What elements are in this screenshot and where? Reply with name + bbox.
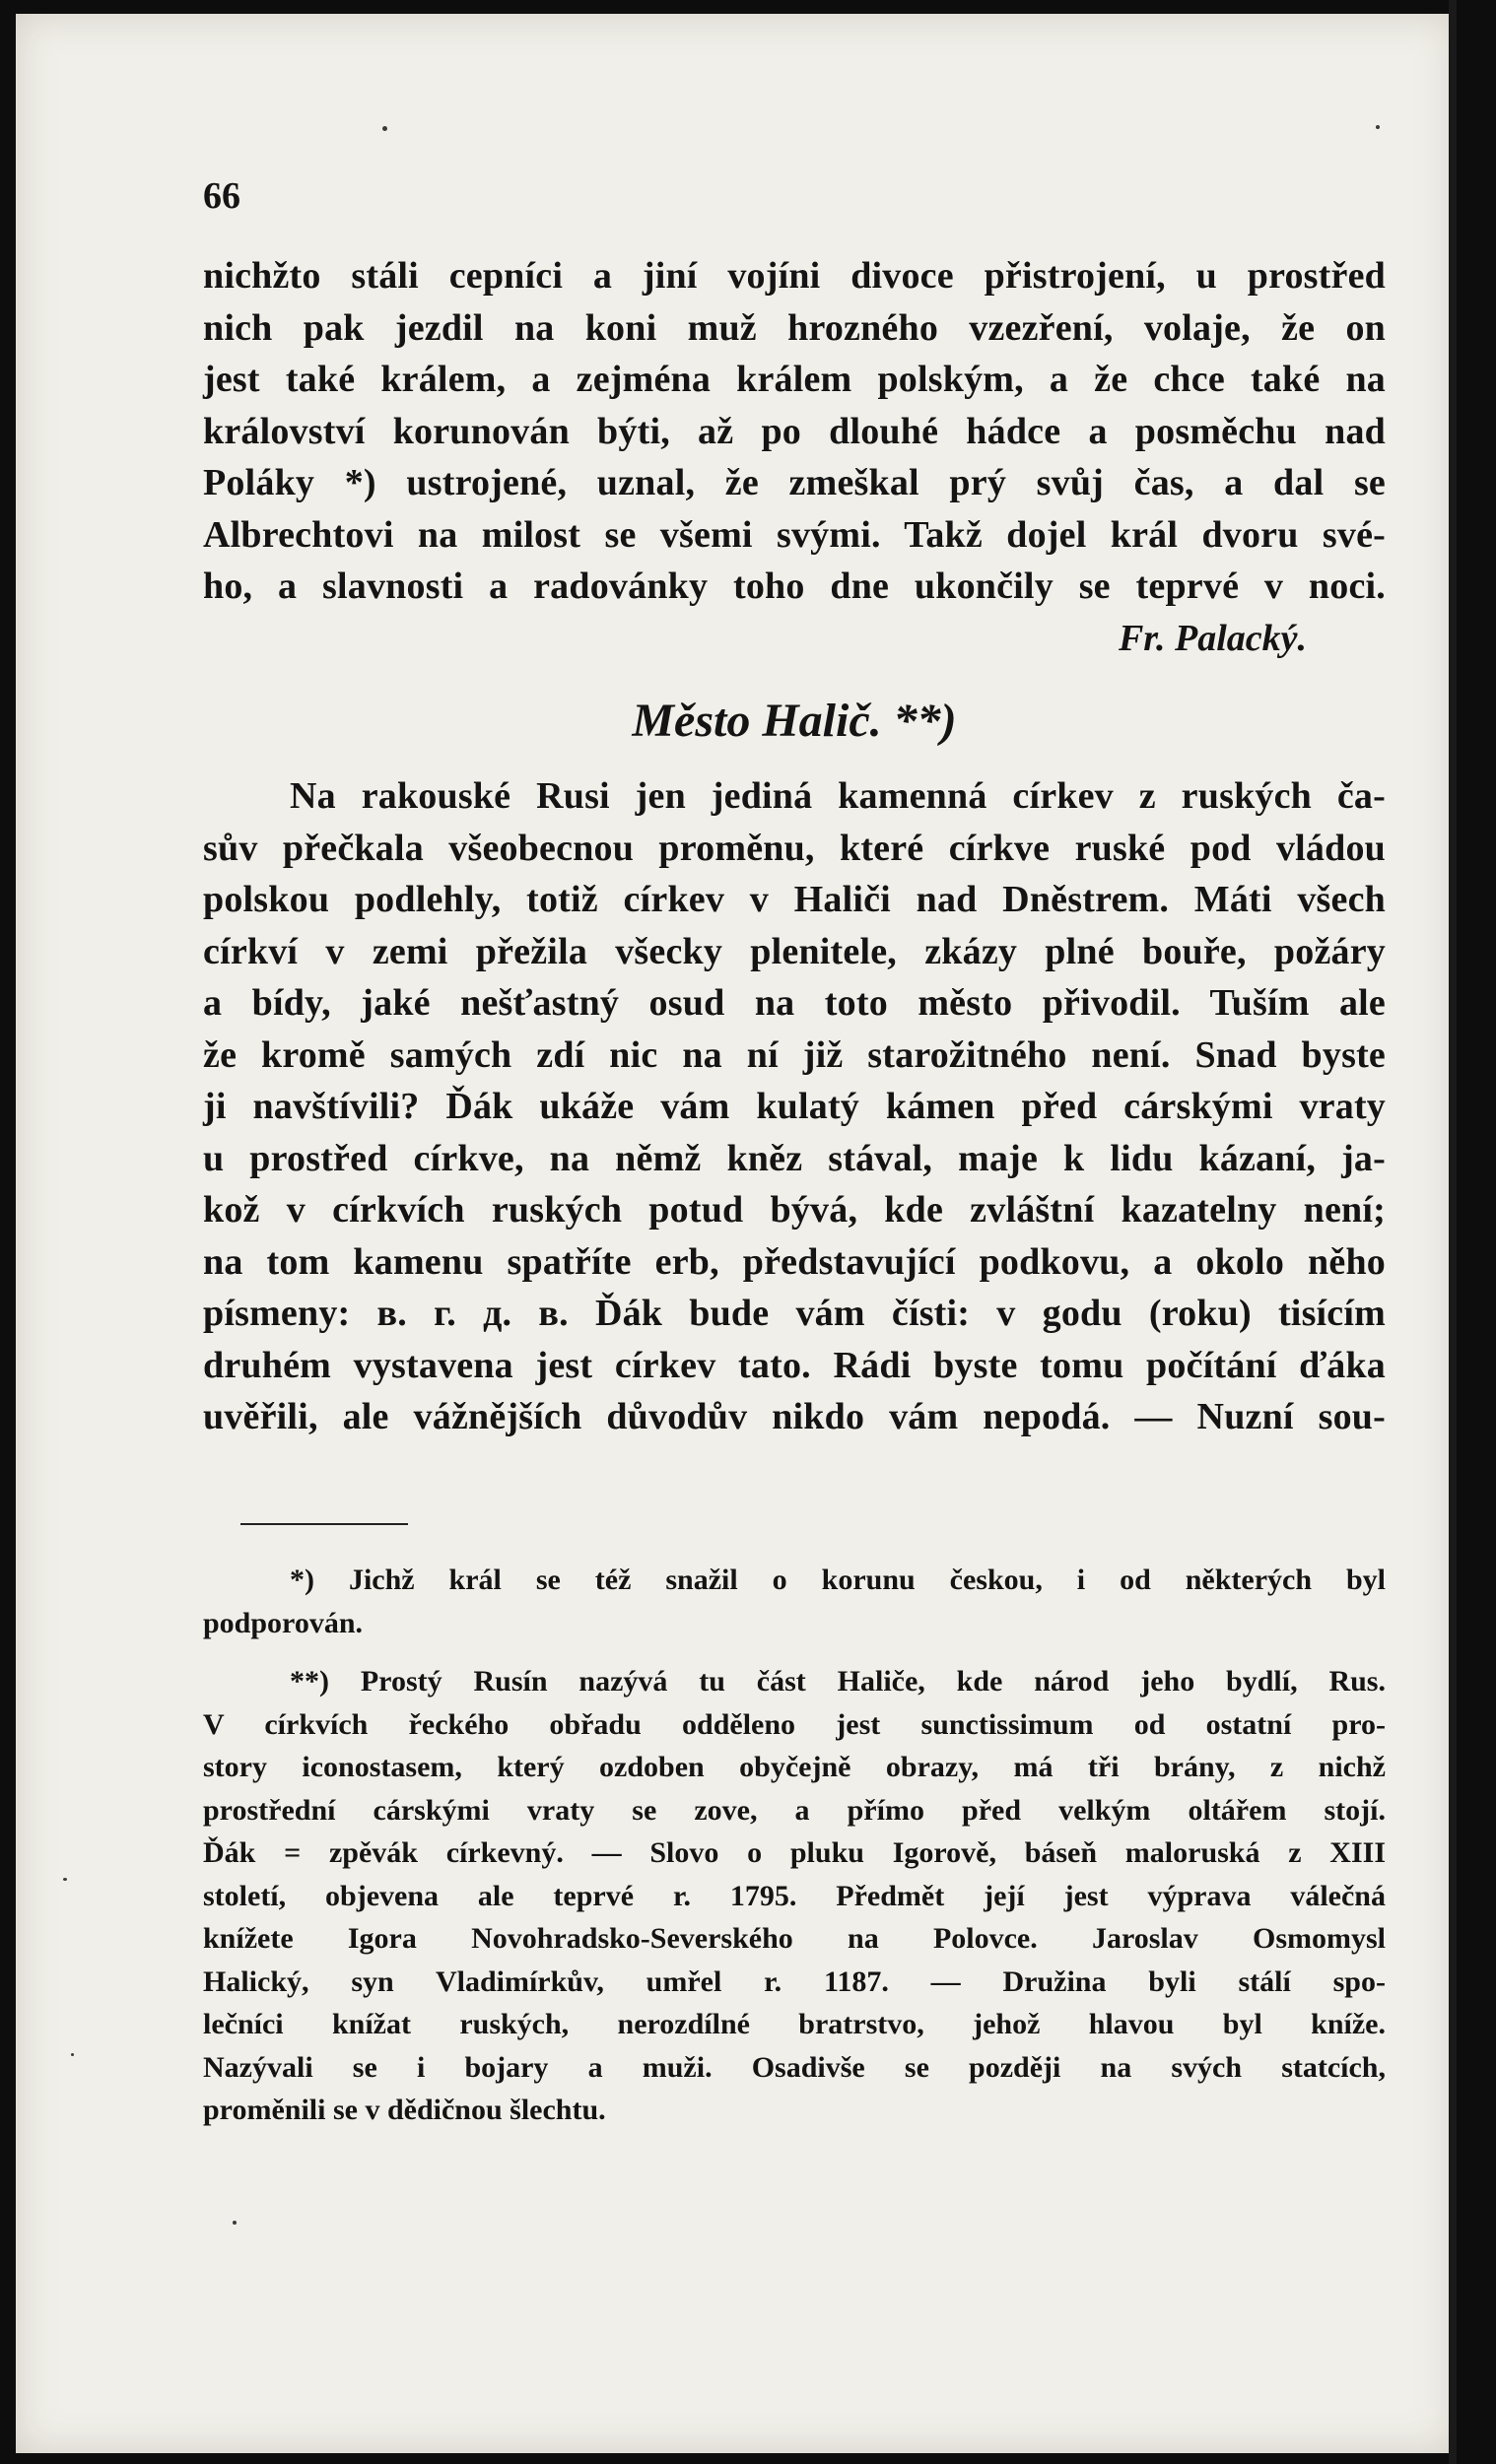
footnote-line: století, objevena ale teprvé r. 1795. Předmět její jest výprava válečná <box>203 1879 1386 1912</box>
text-line: u prostřed církve, na němž kněz stával, maje k lidu kázaní, ja- <box>203 1137 1386 1179</box>
text-line: Na rakouské Rusi jen jediná kamenná církev z ruských ča- <box>290 775 1386 817</box>
footnote-line: V církvích řeckého obřadu odděleno jest sunctissimum od ostatní pro- <box>203 1707 1386 1741</box>
text-line: že kromě samých zdí nic na ní již starožitného není. Snad byste <box>203 1033 1386 1076</box>
text-line: druhém vystavena jest církev tato. Rádi byste tomu počítání ďáka <box>203 1344 1386 1386</box>
footnote-line: **) Prostý Rusín nazývá tu část Haliče, kde národ jeho bydlí, Rus. <box>290 1665 1386 1698</box>
page-number: 66 <box>203 175 240 217</box>
footnote-line: prostřední cárskými vraty se zove, a přímo před velkým oltářem stojí. <box>203 1793 1386 1827</box>
text-line: a bídy, jaké nešťastný osud na toto město přivodil. Tuším ale <box>203 982 1386 1024</box>
author-signature: Fr. Palacký. <box>1118 617 1307 659</box>
text-line: uvěřili, ale vážnějších důvodův nikdo vám nepodá. — Nuzní sou- <box>203 1396 1386 1437</box>
section-heading: Město Halič. **) <box>632 695 957 747</box>
footnote-line: knížete Igora Novohradsko-Severského na Polovce. Jaroslav Osmomysl <box>203 1922 1386 1955</box>
text-line: ji navštívili? Ďák ukáže vám kulatý kámen před cárskými vraty <box>203 1086 1386 1127</box>
footnote-line: Nazývali se i bojary a muži. Osadivše se později na svých statcích, <box>203 2050 1386 2084</box>
text-line: na tom kamenu spatříte erb, představující podkovu, a okolo něho <box>203 1240 1386 1283</box>
paper-speck <box>71 2053 74 2056</box>
footnote-line: Ďák = zpěvák církevný. — Slovo o pluku Igorově, báseň maloruská z XIII <box>203 1836 1386 1869</box>
paper-speck <box>63 1878 67 1881</box>
footnote-line: podporován. <box>203 1606 364 1639</box>
text-line: Albrechtovi na milost se všemi svými. Takž dojel král dvoru své- <box>203 513 1386 556</box>
main-text <box>203 250 1386 1443</box>
scan-edge <box>1449 0 1457 2464</box>
book-page <box>16 14 1457 2453</box>
text-line: kož v církvích ruských potud bývá, kde zvláštní kazatelny není; <box>203 1189 1386 1231</box>
text-line: písmeny: в. г. д. в. Ďák bude vám čísti: v godu (roku) tisícím <box>203 1293 1386 1334</box>
footnotes <box>203 1559 1386 2132</box>
text-line: jest také králem, a zejména králem polským, a že chce také na <box>203 359 1386 400</box>
text-line: Poláky *) ustrojené, uznal, že zmeškal prý svůj čas, a dal se <box>203 462 1386 503</box>
footnote-divider <box>240 1523 408 1525</box>
paper-speck <box>382 126 387 131</box>
footnote-line: lečníci knížat ruských, nerozdílné bratrstvo, jehož hlavou byl kníže. <box>203 2008 1386 2040</box>
text-line: ho, a slavnosti a radovánky toho dne ukončily se teprvé v noci. <box>203 566 1386 607</box>
text-line: polskou podlehly, totiž církev v Haliči nad Dněstrem. Máti všech <box>203 879 1386 920</box>
text-line: církví v zemi přežila všecky plenitele, zkázy plné bouře, požáry <box>203 930 1386 972</box>
footnote-line: proměnili se v dědičnou šlechtu. <box>203 2094 606 2126</box>
footnote-line: Halický, syn Vladimírkův, umřel r. 1187. — Družina byli stálí spo- <box>203 1965 1386 1998</box>
text-line: sův přečkala všeobecnou proměnu, které církve ruské pod vládou <box>203 827 1386 869</box>
footnote-line: *) Jichž král se též snažil o korunu českou, i od některých byl <box>290 1564 1386 1596</box>
text-line: nich pak jezdil na koni muž hrozného vzezření, volaje, že on <box>203 306 1386 349</box>
text-line: království korunován býti, až po dlouhé hádce a posměchu nad <box>203 410 1386 452</box>
paper-speck <box>233 2221 237 2225</box>
text-line: nichžto stáli cepníci a jiní vojíni divoce přistrojení, u prostřed <box>203 255 1386 297</box>
footnote-line: story iconostasem, který ozdoben obyčejně obrazy, má tři brány, z nichž <box>203 1751 1386 1783</box>
paper-speck <box>1376 125 1380 129</box>
